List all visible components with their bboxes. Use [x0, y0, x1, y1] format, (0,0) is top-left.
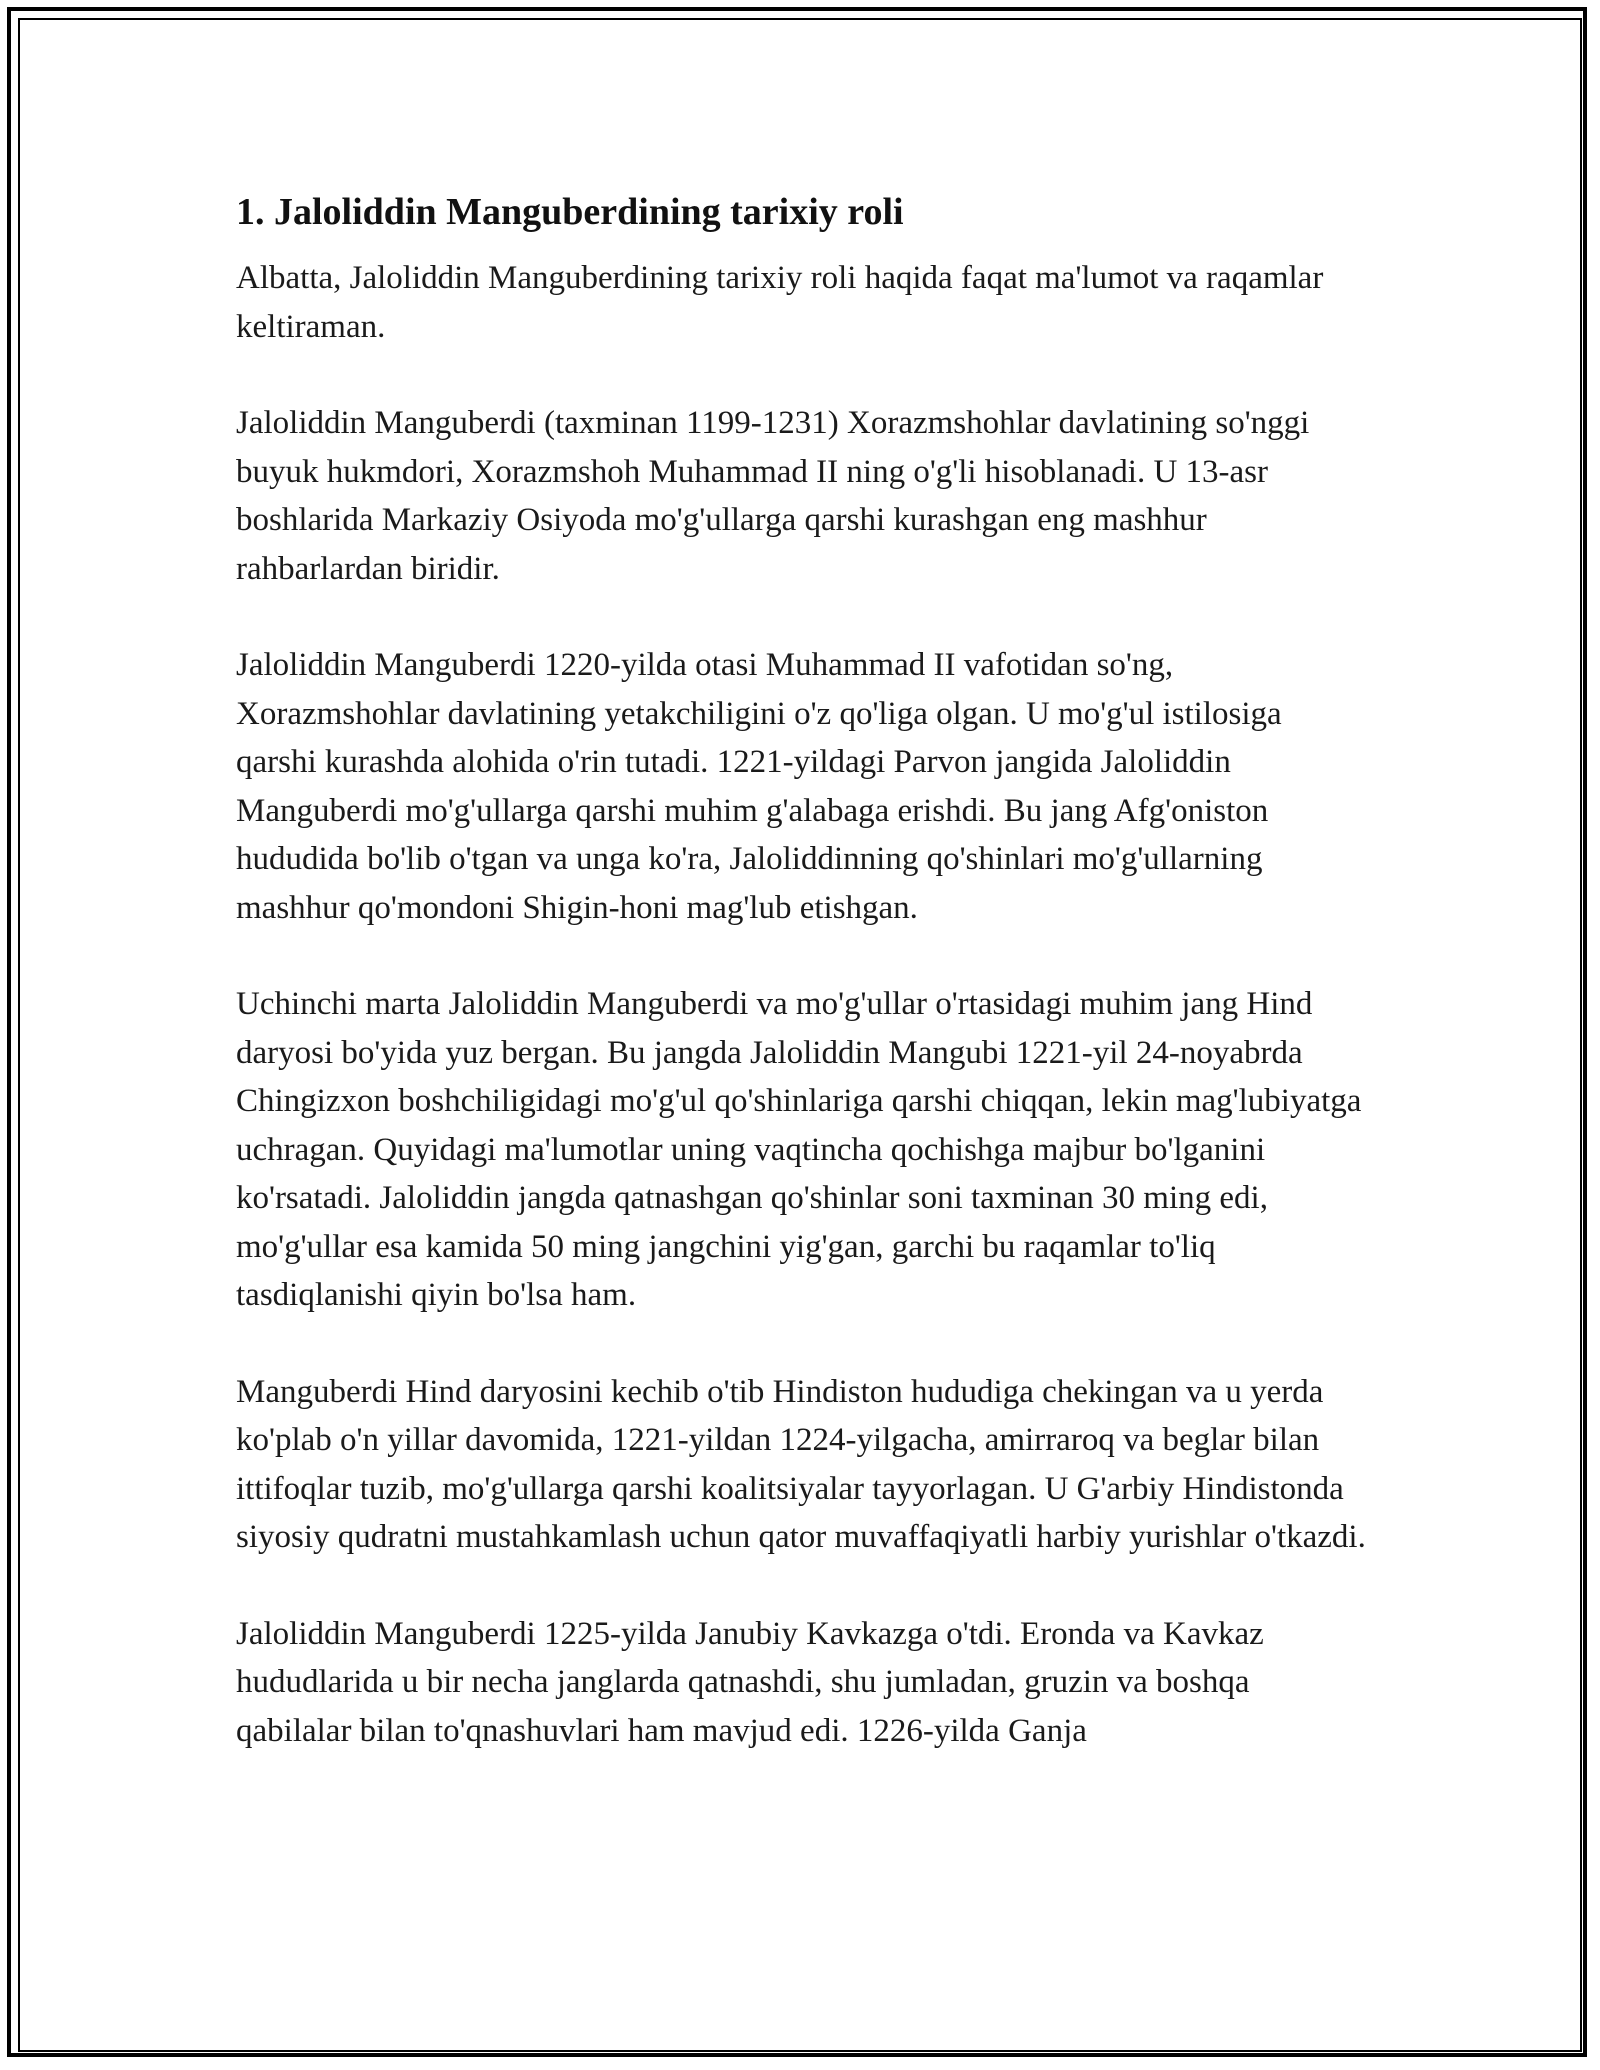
paragraph-intro: Albatta, Jaloliddin Manguberdining tarixiy roli haqida faqat ma'lumot va raqamlar keltiraman.: [236, 260, 1324, 345]
paragraph-biography: Jaloliddin Manguberdi (taxminan 1199-1231) Xorazmshohlar davlatining so'nggi buyuk hukmdori, Xorazmshoh Muhammad II ning o'g'li hisoblanadi. U 13-asr boshlarida Markaziy Osiyoda mo'g'ullarga qarshi kurashgan eng mashhur rahbarlardan biridir.: [236, 405, 1310, 587]
paragraph-caucasus: Jaloliddin Manguberdi 1225-yilda Janubiy Kavkazga o'tdi. Eronda va Kavkaz hududlarida u bir necha janglarda qatnashdi, shu jumladan, gruzin va boshqa qabilalar bilan to'qnashuvlari ham mavjud edi. 1226-yilda Ganja: [236, 1615, 1264, 1749]
section-heading: 1. Jaloliddin Manguberdining tarixiy roli: [236, 191, 904, 233]
paragraph-parvon-battle: Jaloliddin Manguberdi 1220-yilda otasi Muhammad II vafotidan so'ng, Xorazmshohlar davlatining yetakchiligini o'z qo'liga olgan. U mo'g'ul istilosiga qarshi kurashda alohida o'rin tutadi. 1221-yildagi Parvon jangida Jaloliddin Manguberdi mo'g'ullarga qarshi muhim g'alabaga erishdi. Bu jang Afg'oniston hududida bo'lib o'tgan va unga ko'ra, Jaloliddinning qo'shinlari mo'g'ullarning mashhur qo'mondoni Shigin-honi mag'lub etishgan.: [236, 647, 1282, 926]
paragraph-indus-battle: Uchinchi marta Jaloliddin Manguberdi va mo'g'ullar o'rtasidagi muhim jang Hind daryosi bo'yida yuz bergan. Bu jangda Jaloliddin Mangubi 1221-yil 24-noyabrda Chingizxon boshchiligidagi mo'g'ul qo'shinlariga qarshi chiqqan, lekin mag'lubiyatga uchragan. Quyidagi ma'lumotlar uning vaqtincha qochishga majbur bo'lganini ko'rsatadi. Jaloliddin jangda qatnashgan qo'shinlar soni taxminan 30 ming edi, mo'g'ullar esa kamida 50 ming jangchini yig'gan, garchi bu raqamlar to'liq tasdiqlanishi qiyin bo'lsa ham.: [236, 986, 1362, 1313]
document-body: [236, 186, 1366, 1755]
paragraph-india: Manguberdi Hind daryosini kechib o'tib Hindiston hududiga chekingan va u yerda ko'plab o'n yillar davomida, 1221-yildan 1224-yilgacha, amirraroq va beglar bilan ittifoqlar tuzib, mo'g'ullarga qarshi koalitsiyalar tayyorlagan. U G'arbiy Hindistonda siyosiy qudratni mustahkamlash uchun qator muvaffaqiyatli harbiy yurishlar o'tkazdi.: [236, 1373, 1366, 1555]
